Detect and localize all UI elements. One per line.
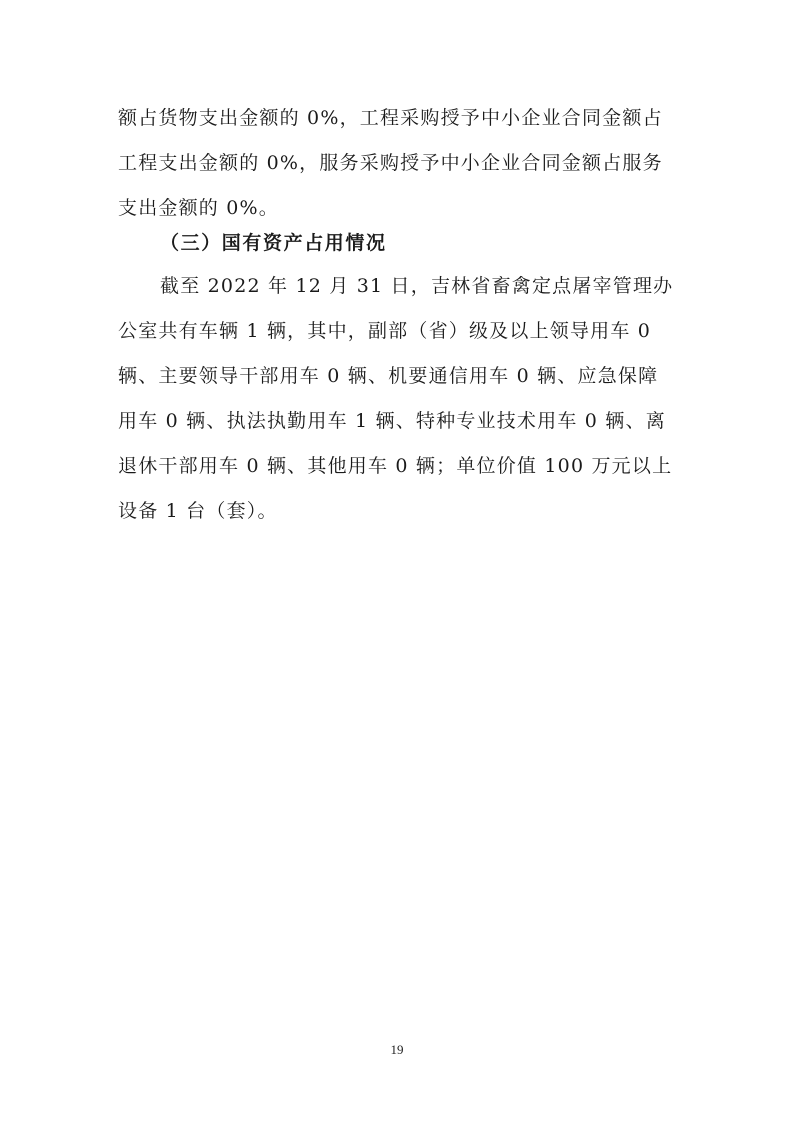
section-heading-state-assets: （三）国有资产占用情况 xyxy=(160,232,387,254)
paragraph-state-assets: 截至 2022 年 12 月 31 日，吉林省畜禽定点屠宰管理办公室共有车辆 1 辆，其中，副部（省）级及以上领导用车 0 辆、主要领导干部用车 0 辆、机要通信用车 0 辆、应急保障用车 0 辆、执法执勤用车 1 辆、特种专业技术用车 0 辆、离退休干部用车 0 辆、其他用车 0 辆；单位价值 100 万元以上设备 1 台（套）。 xyxy=(118,275,674,522)
page-number: 19 xyxy=(390,1042,404,1057)
paragraph-procurement-continuation: 额占货物支出金额的 0%，工程采购授予中小企业合同金额占工程支出金额的 0%，服务采购授予中小企业合同金额占服务支出金额的 0%。 xyxy=(118,107,663,219)
